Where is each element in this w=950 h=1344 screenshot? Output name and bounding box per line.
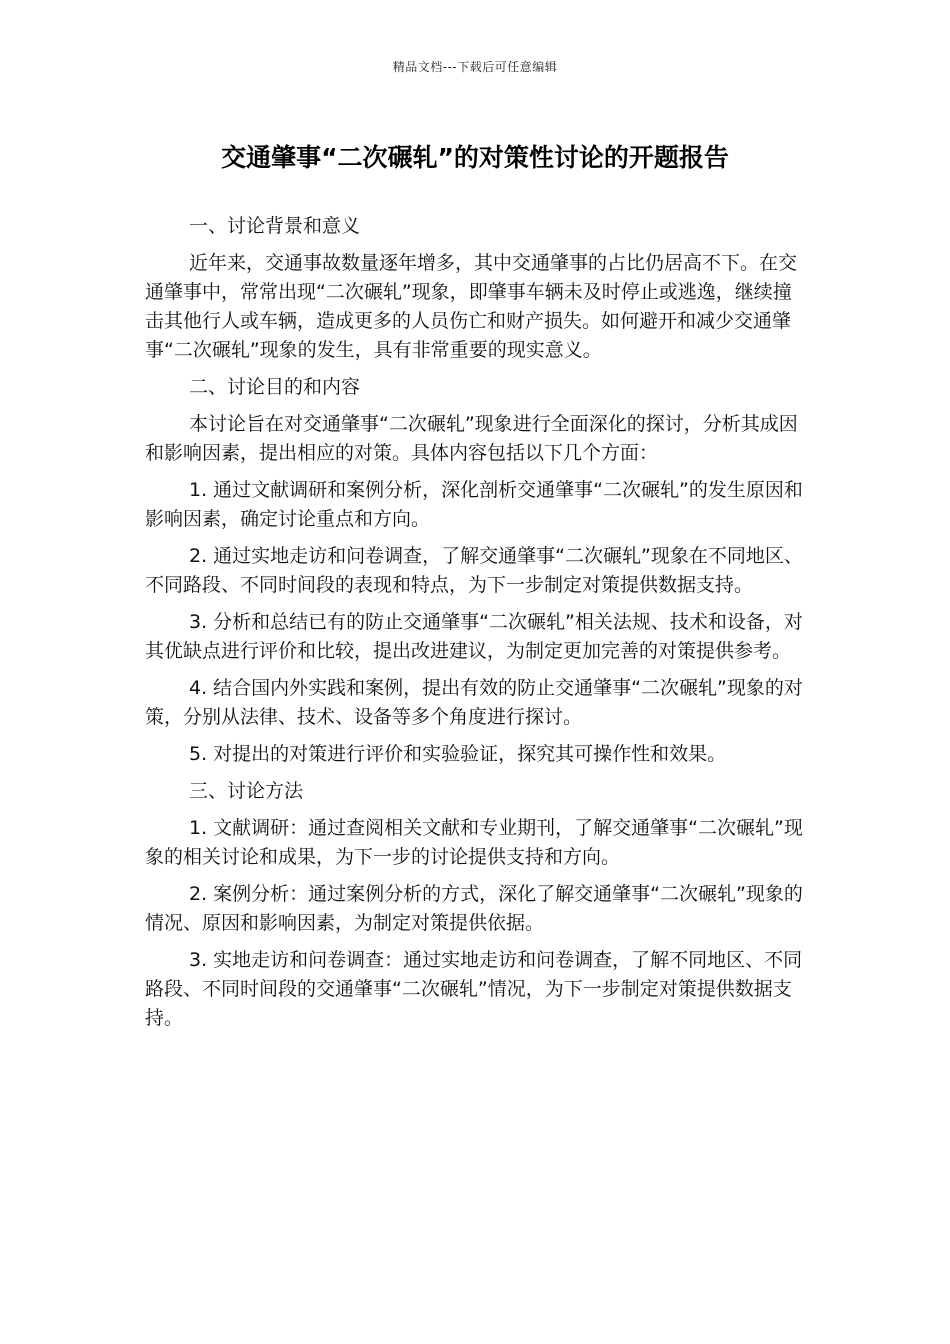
- purpose-item-3: 3. 分析和总结已有的防止交通肇事“二次碾轧”相关法规、技术和设备，对其优缺点进行评价和比较，提出改进建议，为制定更加完善的对策提供参考。: [145, 611, 803, 662]
- method-item-3: 3. 实地走访和问卷调查：通过实地走访和问卷调查，了解不同地区、不同路段、不同时间段的交通肇事“二次碾轧”情况，为下一步制定对策提供数据支持。: [145, 949, 803, 1029]
- purpose-intro-paragraph: 本讨论旨在对交通肇事“二次碾轧”现象进行全面深化的探讨，分析其成因和影响因素，提出相应的对策。具体内容包括以下几个方面：: [145, 413, 798, 464]
- method-item-1: 1. 文献调研：通过查阅相关文献和专业期刊，了解交通肇事“二次碾轧”现象的相关讨论和成果，为下一步的讨论提供支持和方向。: [145, 817, 803, 868]
- document-body: [145, 212, 810, 1041]
- section-heading-background: 一、讨论背景和意义: [189, 215, 361, 237]
- purpose-item-2: 2. 通过实地走访和问卷调查，了解交通肇事“二次碾轧”现象在不同地区、不同路段、不同时间段的表现和特点，为下一步制定对策提供数据支持。: [145, 545, 803, 596]
- method-item-2: 2. 案例分析：通过案例分析的方式，深化了解交通肇事“二次碾轧”现象的情况、原因和影响因素，为制定对策提供依据。: [145, 883, 803, 934]
- section-heading-purpose: 二、讨论目的和内容: [189, 376, 361, 398]
- page-header: 精品文档---下载后可任意编辑: [392, 60, 558, 74]
- purpose-item-1: 1. 通过文献调研和案例分析，深化剖析交通肇事“二次碾轧”的发生原因和影响因素，确定讨论重点和方向。: [145, 479, 803, 530]
- section-heading-method: 三、讨论方法: [189, 780, 304, 802]
- purpose-item-5: 5. 对提出的对策进行评价和实验验证，探究其可操作性和效果。: [189, 743, 727, 765]
- document-title: 交通肇事“二次碾轧”的对策性讨论的开题报告: [221, 143, 729, 172]
- purpose-item-4: 4. 结合国内外实践和案例，提出有效的防止交通肇事“二次碾轧”现象的对策，分别从法律、技术、设备等多个角度进行探讨。: [145, 677, 803, 728]
- background-paragraph: 近年来，交通事故数量逐年增多，其中交通肇事的占比仍居高不下。在交通肇事中，常常出现“二次碾轧”现象，即肇事车辆未及时停止或逃逸，继续撞击其他行人或车辆，造成更多的人员伤亡和财产损失。如何避开和减少交通肇事“二次碾轧”现象的发生，具有非常重要的现实意义。: [145, 252, 798, 361]
